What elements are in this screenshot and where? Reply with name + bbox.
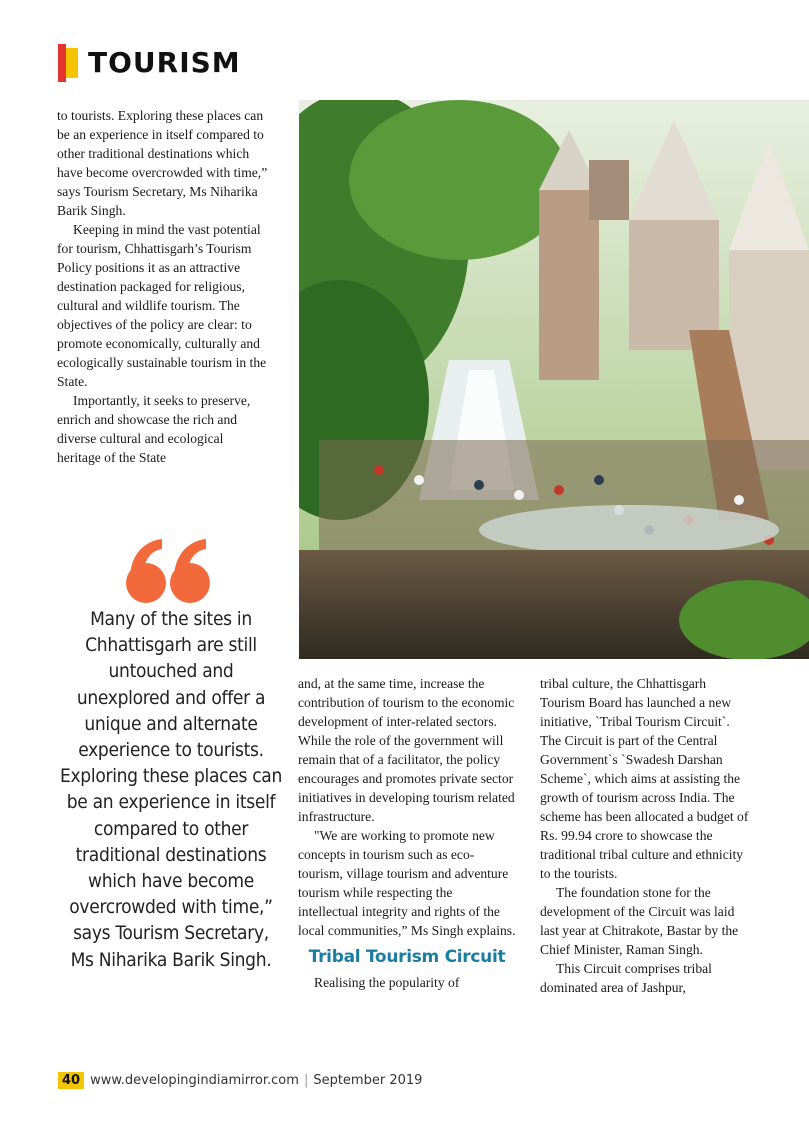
- subheading: Tribal Tourism Circuit: [308, 947, 506, 967]
- header-accent-yellow: [66, 48, 78, 78]
- right-paragraph-3: This Circuit comprises tribal dominated area of Jashpur,: [540, 961, 712, 995]
- right-column: [540, 674, 752, 997]
- footer-separator: |: [303, 1072, 309, 1088]
- left-paragraph-2: Keeping in mind the vast potential for tourism, Chhattisgarh’s Tourism Policy positions it as an attractive destination packaged for religious, cultural and wildlife tourism. The objectives of the policy are clear: to promote economically, culturally and ecologically sustainable tourism in the State.: [57, 222, 267, 389]
- right-paragraph-1: tribal culture, the Chhattisgarh Tourism Board has launched a new initiative, `Tribal Tourism Circuit`. The Circuit is part of the Central Government`s `Swadesh Darshan Scheme`, which aims at assisting the growth of tourism across India. The scheme has been allocated a budget of Rs. 99.94 crore to showcase the traditional tribal culture and ethnicity to the tourists.: [540, 676, 749, 881]
- mid-paragraph-2: "We are working to promote new concepts in tourism such as eco-tourism, village tourism and adventure tourism while respecting the intellectual integrity and rights of the local communities,” Ms Singh explains.: [298, 828, 516, 938]
- middle-column: [298, 674, 516, 992]
- issue-date: September 2019: [313, 1072, 423, 1088]
- header-accent-red: [58, 44, 66, 82]
- section-title: TOURISM: [88, 46, 241, 79]
- left-paragraph-1: to tourists. Exploring these places can be an experience in itself compared to other traditional destinations which have become overcrowded with time,” says Tourism Secretary, Ms Niharika Barik Singh.: [57, 108, 268, 218]
- right-paragraph-2: The foundation stone for the development of the Circuit was laid last year at Chitrakote, Bastar by the Chief Minister, Raman Singh.: [540, 885, 739, 957]
- mid-paragraph-3: Realising the popularity of: [314, 975, 460, 990]
- left-paragraph-3: Importantly, it seeks to preserve, enrich and showcase the rich and diverse cultural and ecological heritage of the State: [57, 393, 251, 465]
- pull-quote: Many of the sites in Chhattisgarh are still untouched and unexplored and offer a unique and alternate experience to tourists. Exploring these places can be an experience in itself compared to other traditional destinations which have become overcrowded with time,” says Tourism Secretary, Ms Niharika Barik Singh.: [60, 608, 283, 971]
- page-number: 40: [58, 1072, 84, 1089]
- left-column: [57, 106, 269, 467]
- mid-paragraph-1: and, at the same time, increase the contribution of tourism to the economic development of inter-related sectors. While the role of the government will remain that of a facilitator, the policy encourages and promotes private sector initiatives in developing tourism related infrastructure.: [298, 676, 515, 824]
- website-link[interactable]: www.developingindiamirror.com: [90, 1072, 299, 1088]
- temple-waterfall-photo: [299, 100, 809, 659]
- footer: [58, 1070, 422, 1090]
- quote-mark-icon: [124, 535, 214, 605]
